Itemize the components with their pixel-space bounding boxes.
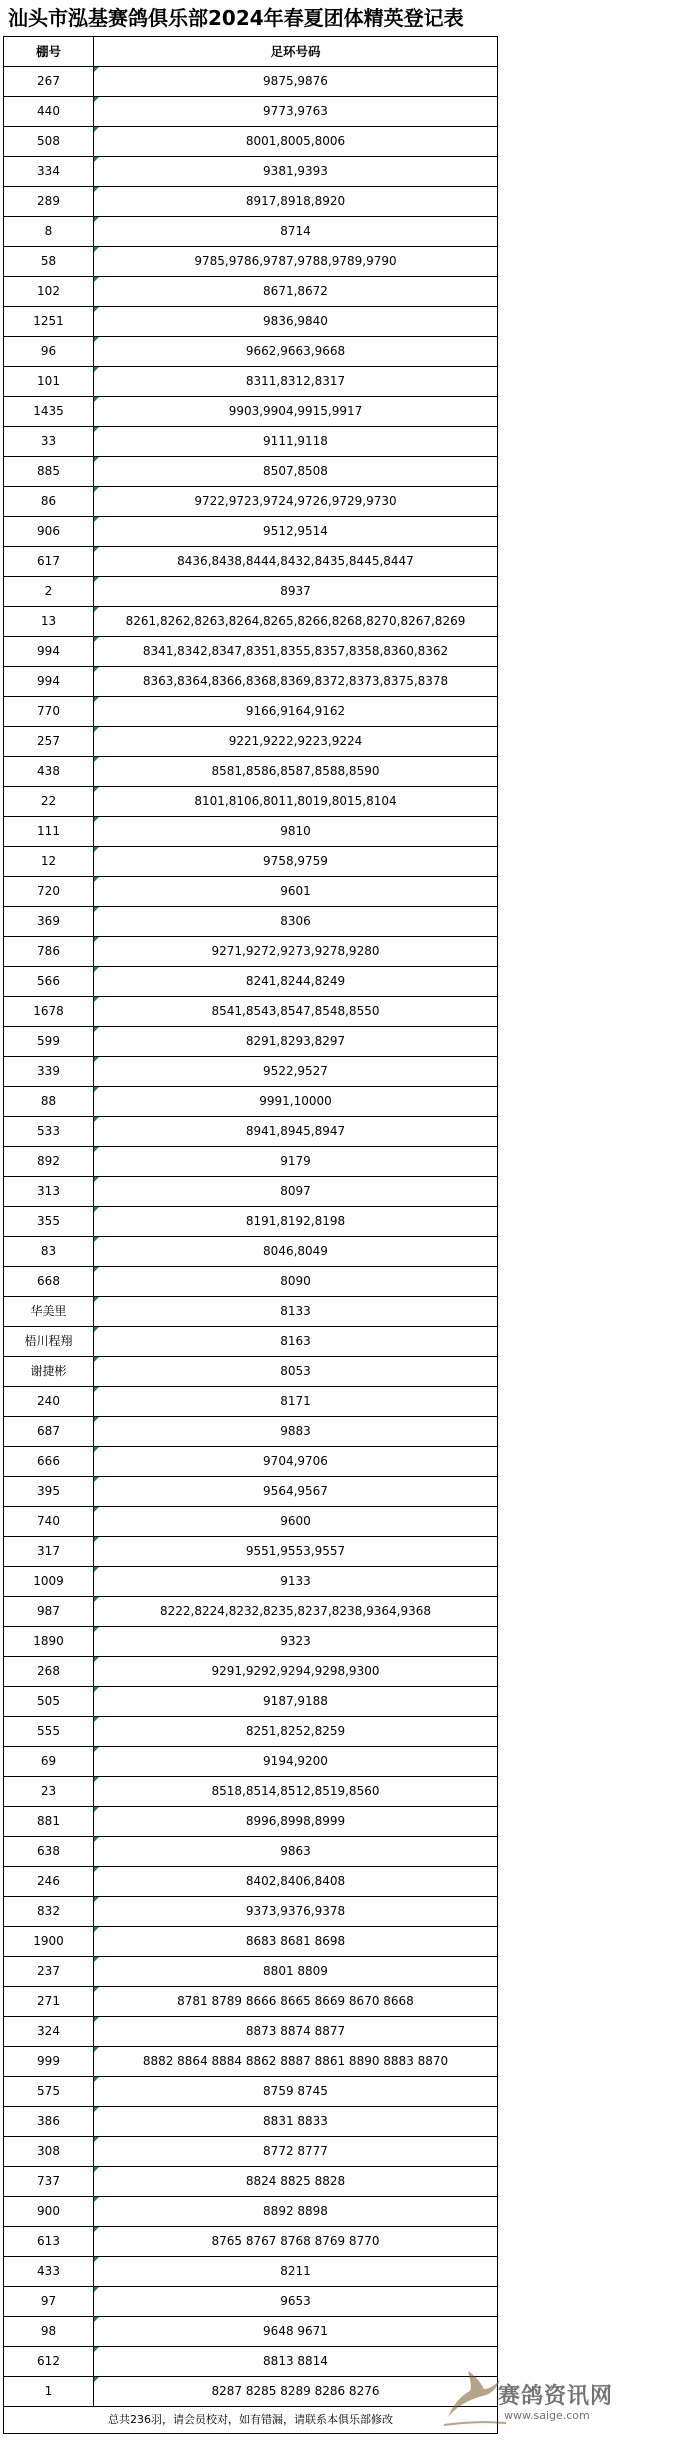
table-row	[4, 2077, 498, 2107]
loft-number-cell: 1009	[4, 1567, 94, 1597]
table-row	[4, 1417, 498, 1447]
loft-number-cell: 386	[4, 2107, 94, 2137]
loft-number-cell: 440	[4, 97, 94, 127]
loft-number-cell: 740	[4, 1507, 94, 1537]
loft-number-cell: 324	[4, 2017, 94, 2047]
loft-number-cell: 268	[4, 1657, 94, 1687]
table-row	[4, 1147, 498, 1177]
table-row	[4, 97, 498, 127]
loft-number-cell: 58	[4, 247, 94, 277]
table-row	[4, 1987, 498, 2017]
table-row	[4, 1687, 498, 1717]
loft-number-cell: 1	[4, 2377, 94, 2407]
table-row	[4, 1957, 498, 1987]
ring-numbers-cell: 8306	[94, 907, 498, 937]
ring-numbers-cell: 8436,8438,8444,8432,8435,8445,8447	[94, 547, 498, 577]
table-row	[4, 817, 498, 847]
ring-numbers-cell: 9758,9759	[94, 847, 498, 877]
table-row	[4, 127, 498, 157]
ring-numbers-cell: 9875,9876	[94, 67, 498, 97]
table-row	[4, 577, 498, 607]
table-header-row	[4, 37, 498, 67]
table-row	[4, 337, 498, 367]
ring-numbers-cell: 9863	[94, 1837, 498, 1867]
ring-numbers-cell: 9653	[94, 2287, 498, 2317]
loft-number-cell: 994	[4, 637, 94, 667]
loft-number-cell: 华美里	[4, 1297, 94, 1327]
table-row	[4, 2197, 498, 2227]
ring-numbers-cell: 8053	[94, 1357, 498, 1387]
loft-number-cell: 832	[4, 1897, 94, 1927]
ring-numbers-cell: 9785,9786,9787,9788,9789,9790	[94, 247, 498, 277]
table-row	[4, 847, 498, 877]
table-row	[4, 1357, 498, 1387]
table-row	[4, 277, 498, 307]
table-row	[4, 1297, 498, 1327]
loft-number-cell: 97	[4, 2287, 94, 2317]
loft-number-cell: 1251	[4, 307, 94, 337]
ring-numbers-cell: 9773,9763	[94, 97, 498, 127]
ring-numbers-cell: 8813 8814	[94, 2347, 498, 2377]
table-row	[4, 2377, 498, 2407]
table-row	[4, 637, 498, 667]
table-row	[4, 607, 498, 637]
loft-number-cell: 881	[4, 1807, 94, 1837]
loft-number-cell: 98	[4, 2317, 94, 2347]
loft-number-cell: 892	[4, 1147, 94, 1177]
loft-number-cell: 12	[4, 847, 94, 877]
table-row	[4, 1867, 498, 1897]
loft-number-cell: 687	[4, 1417, 94, 1447]
ring-numbers-cell: 8824 8825 8828	[94, 2167, 498, 2197]
table-row	[4, 247, 498, 277]
table-row	[4, 1717, 498, 1747]
table-row	[4, 457, 498, 487]
ring-numbers-cell: 8222,8224,8232,8235,8237,8238,9364,9368	[94, 1597, 498, 1627]
header-ring-numbers: 足环号码	[94, 37, 498, 67]
ring-numbers-cell: 9600	[94, 1507, 498, 1537]
table-row	[4, 1627, 498, 1657]
ring-numbers-cell: 8311,8312,8317	[94, 367, 498, 397]
loft-number-cell: 617	[4, 547, 94, 577]
table-row	[4, 1567, 498, 1597]
table-row	[4, 787, 498, 817]
table-row	[4, 1657, 498, 1687]
watermark-text: 赛鸽资讯网	[498, 2384, 614, 2409]
table-row	[4, 727, 498, 757]
ring-numbers-cell: 8873 8874 8877	[94, 2017, 498, 2047]
ring-numbers-cell: 8518,8514,8512,8519,8560	[94, 1777, 498, 1807]
table-row	[4, 907, 498, 937]
ring-numbers-cell: 9271,9272,9273,9278,9280	[94, 937, 498, 967]
loft-number-cell: 1435	[4, 397, 94, 427]
ring-numbers-cell: 8363,8364,8366,8368,8369,8372,8373,8375,8378	[94, 667, 498, 697]
ring-numbers-cell: 8211	[94, 2257, 498, 2287]
total-note: 总共236羽，请会员校对，如有错漏，请联系本俱乐部修改	[4, 2407, 498, 2434]
ring-numbers-cell: 8341,8342,8347,8351,8355,8357,8358,8360,8362	[94, 637, 498, 667]
ring-numbers-cell: 9179	[94, 1147, 498, 1177]
loft-number-cell: 86	[4, 487, 94, 517]
ring-numbers-cell: 8507,8508	[94, 457, 498, 487]
table-row	[4, 1897, 498, 1927]
loft-number-cell: 2	[4, 577, 94, 607]
loft-number-cell: 720	[4, 877, 94, 907]
table-row	[4, 967, 498, 997]
table-row	[4, 487, 498, 517]
ring-numbers-cell: 8937	[94, 577, 498, 607]
loft-number-cell: 508	[4, 127, 94, 157]
ring-numbers-cell: 9166,9164,9162	[94, 697, 498, 727]
loft-number-cell: 23	[4, 1777, 94, 1807]
ring-numbers-cell: 9903,9904,9915,9917	[94, 397, 498, 427]
ring-numbers-cell: 8046,8049	[94, 1237, 498, 1267]
ring-numbers-cell: 9221,9222,9223,9224	[94, 727, 498, 757]
ring-numbers-cell: 9187,9188	[94, 1687, 498, 1717]
loft-number-cell: 1890	[4, 1627, 94, 1657]
table-row	[4, 2107, 498, 2137]
loft-number-cell: 505	[4, 1687, 94, 1717]
loft-number-cell: 246	[4, 1867, 94, 1897]
watermark-url: www.saige.com	[504, 2409, 590, 2422]
table-row	[4, 2227, 498, 2257]
ring-numbers-cell: 9810	[94, 817, 498, 847]
ring-numbers-cell: 8402,8406,8408	[94, 1867, 498, 1897]
loft-number-cell: 8	[4, 217, 94, 247]
table-row	[4, 217, 498, 247]
table-row	[4, 1057, 498, 1087]
ring-numbers-cell: 9662,9663,9668	[94, 337, 498, 367]
ring-numbers-cell: 8781 8789 8666 8665 8669 8670 8668	[94, 1987, 498, 2017]
ring-numbers-cell: 9381,9393	[94, 157, 498, 187]
loft-number-cell: 111	[4, 817, 94, 847]
table-row	[4, 547, 498, 577]
ring-numbers-cell: 8996,8998,8999	[94, 1807, 498, 1837]
loft-number-cell: 612	[4, 2347, 94, 2377]
table-footer-row	[4, 2407, 498, 2434]
table-row	[4, 67, 498, 97]
loft-number-cell: 599	[4, 1027, 94, 1057]
ring-numbers-cell: 8261,8262,8263,8264,8265,8266,8268,8270,8267,8269	[94, 607, 498, 637]
loft-number-cell: 770	[4, 697, 94, 727]
table-body	[4, 67, 498, 2407]
ring-numbers-cell: 8765 8767 8768 8769 8770	[94, 2227, 498, 2257]
table-row	[4, 1237, 498, 1267]
ring-numbers-cell: 8581,8586,8587,8588,8590	[94, 757, 498, 787]
loft-number-cell: 33	[4, 427, 94, 457]
ring-numbers-cell: 8801 8809	[94, 1957, 498, 1987]
table-row	[4, 2137, 498, 2167]
ring-numbers-cell: 9373,9376,9378	[94, 1897, 498, 1927]
loft-number-cell: 谢捷彬	[4, 1357, 94, 1387]
table-row	[4, 2047, 498, 2077]
ring-numbers-cell: 8882 8864 8884 8862 8887 8861 8890 8883 8870	[94, 2047, 498, 2077]
site-watermark	[440, 2365, 680, 2435]
loft-number-cell: 555	[4, 1717, 94, 1747]
table-row	[4, 1537, 498, 1567]
ring-numbers-cell: 9991,10000	[94, 1087, 498, 1117]
ring-numbers-cell: 8171	[94, 1387, 498, 1417]
ring-numbers-cell: 8683 8681 8698	[94, 1927, 498, 1957]
ring-numbers-cell: 8541,8543,8547,8548,8550	[94, 997, 498, 1027]
table-row	[4, 1927, 498, 1957]
loft-number-cell: 334	[4, 157, 94, 187]
loft-number-cell: 1678	[4, 997, 94, 1027]
table-row	[4, 1807, 498, 1837]
ring-numbers-cell: 9722,9723,9724,9726,9729,9730	[94, 487, 498, 517]
loft-number-cell: 369	[4, 907, 94, 937]
ring-numbers-cell: 9836,9840	[94, 307, 498, 337]
loft-number-cell: 240	[4, 1387, 94, 1417]
loft-number-cell: 313	[4, 1177, 94, 1207]
loft-number-cell: 101	[4, 367, 94, 397]
loft-number-cell: 900	[4, 2197, 94, 2227]
ring-numbers-cell: 9323	[94, 1627, 498, 1657]
loft-number-cell: 83	[4, 1237, 94, 1267]
ring-numbers-cell: 8714	[94, 217, 498, 247]
page-title: 汕头市泓基赛鸽俱乐部2024年春夏团体精英登记表	[8, 6, 464, 30]
table-row	[4, 157, 498, 187]
table-row	[4, 667, 498, 697]
ring-numbers-cell: 8287 8285 8289 8286 8276	[94, 2377, 498, 2407]
loft-number-cell: 237	[4, 1957, 94, 1987]
ring-numbers-cell: 9133	[94, 1567, 498, 1597]
table-row	[4, 397, 498, 427]
ring-numbers-cell: 8163	[94, 1327, 498, 1357]
loft-number-cell: 786	[4, 937, 94, 967]
loft-number-cell: 433	[4, 2257, 94, 2287]
ring-numbers-cell: 8090	[94, 1267, 498, 1297]
ring-numbers-cell: 8291,8293,8297	[94, 1027, 498, 1057]
table-row	[4, 1087, 498, 1117]
ring-numbers-cell: 9111,9118	[94, 427, 498, 457]
loft-number-cell: 339	[4, 1057, 94, 1087]
loft-number-cell: 317	[4, 1537, 94, 1567]
loft-number-cell: 994	[4, 667, 94, 697]
loft-number-cell: 906	[4, 517, 94, 547]
loft-number-cell: 987	[4, 1597, 94, 1627]
ring-numbers-cell: 8133	[94, 1297, 498, 1327]
ring-numbers-cell: 8892 8898	[94, 2197, 498, 2227]
loft-number-cell: 613	[4, 2227, 94, 2257]
loft-number-cell: 102	[4, 277, 94, 307]
loft-number-cell: 638	[4, 1837, 94, 1867]
table-row	[4, 2287, 498, 2317]
loft-number-cell: 257	[4, 727, 94, 757]
loft-number-cell: 267	[4, 67, 94, 97]
table-row	[4, 1747, 498, 1777]
ring-numbers-cell: 8941,8945,8947	[94, 1117, 498, 1147]
ring-numbers-cell: 9512,9514	[94, 517, 498, 547]
ring-numbers-cell: 9648 9671	[94, 2317, 498, 2347]
table-row	[4, 1447, 498, 1477]
ring-numbers-cell: 8671,8672	[94, 277, 498, 307]
loft-number-cell: 575	[4, 2077, 94, 2107]
ring-numbers-cell: 9883	[94, 1417, 498, 1447]
ring-numbers-cell: 8772 8777	[94, 2137, 498, 2167]
table-row	[4, 2017, 498, 2047]
header-loft-number: 棚号	[4, 37, 94, 67]
ring-numbers-cell: 8759 8745	[94, 2077, 498, 2107]
ring-numbers-cell: 8241,8244,8249	[94, 967, 498, 997]
loft-number-cell: 355	[4, 1207, 94, 1237]
loft-number-cell: 13	[4, 607, 94, 637]
table-row	[4, 937, 498, 967]
table-row	[4, 1177, 498, 1207]
table-row	[4, 1387, 498, 1417]
table-row	[4, 2347, 498, 2377]
table-row	[4, 2317, 498, 2347]
ring-numbers-cell: 9291,9292,9294,9298,9300	[94, 1657, 498, 1687]
loft-number-cell: 69	[4, 1747, 94, 1777]
loft-number-cell: 666	[4, 1447, 94, 1477]
table-row	[4, 697, 498, 727]
ring-numbers-cell: 8001,8005,8006	[94, 127, 498, 157]
table-row	[4, 1327, 498, 1357]
loft-number-cell: 533	[4, 1117, 94, 1147]
loft-number-cell: 395	[4, 1477, 94, 1507]
table-row	[4, 1477, 498, 1507]
ring-numbers-cell: 9601	[94, 877, 498, 907]
table-row	[4, 1117, 498, 1147]
ring-numbers-cell: 8831 8833	[94, 2107, 498, 2137]
loft-number-cell: 88	[4, 1087, 94, 1117]
ring-numbers-cell: 9564,9567	[94, 1477, 498, 1507]
ring-numbers-cell: 9522,9527	[94, 1057, 498, 1087]
loft-number-cell: 737	[4, 2167, 94, 2197]
table-row	[4, 1027, 498, 1057]
table-row	[4, 1267, 498, 1297]
table-row	[4, 427, 498, 457]
loft-number-cell: 999	[4, 2047, 94, 2077]
loft-number-cell: 566	[4, 967, 94, 997]
table-row	[4, 307, 498, 337]
loft-number-cell: 668	[4, 1267, 94, 1297]
loft-number-cell: 271	[4, 1987, 94, 2017]
loft-number-cell: 438	[4, 757, 94, 787]
ring-numbers-cell: 8251,8252,8259	[94, 1717, 498, 1747]
table-row	[4, 997, 498, 1027]
table-row	[4, 367, 498, 397]
table-row	[4, 1837, 498, 1867]
loft-number-cell: 梧川程翔	[4, 1327, 94, 1357]
loft-number-cell: 885	[4, 457, 94, 487]
ring-numbers-cell: 8097	[94, 1177, 498, 1207]
table-row	[4, 1507, 498, 1537]
table-row	[4, 1597, 498, 1627]
loft-number-cell: 1900	[4, 1927, 94, 1957]
table-row	[4, 877, 498, 907]
table-row	[4, 2167, 498, 2197]
loft-number-cell: 308	[4, 2137, 94, 2167]
registration-table	[3, 36, 498, 2434]
table-row	[4, 2257, 498, 2287]
table-row	[4, 757, 498, 787]
table-row	[4, 1777, 498, 1807]
ring-numbers-cell: 9551,9553,9557	[94, 1537, 498, 1567]
loft-number-cell: 22	[4, 787, 94, 817]
ring-numbers-cell: 8101,8106,8011,8019,8015,8104	[94, 787, 498, 817]
loft-number-cell: 96	[4, 337, 94, 367]
loft-number-cell: 289	[4, 187, 94, 217]
ring-numbers-cell: 9194,9200	[94, 1747, 498, 1777]
ring-numbers-cell: 8191,8192,8198	[94, 1207, 498, 1237]
table-row	[4, 187, 498, 217]
ring-numbers-cell: 9704,9706	[94, 1447, 498, 1477]
ring-numbers-cell: 8917,8918,8920	[94, 187, 498, 217]
table-row	[4, 1207, 498, 1237]
table-row	[4, 517, 498, 547]
